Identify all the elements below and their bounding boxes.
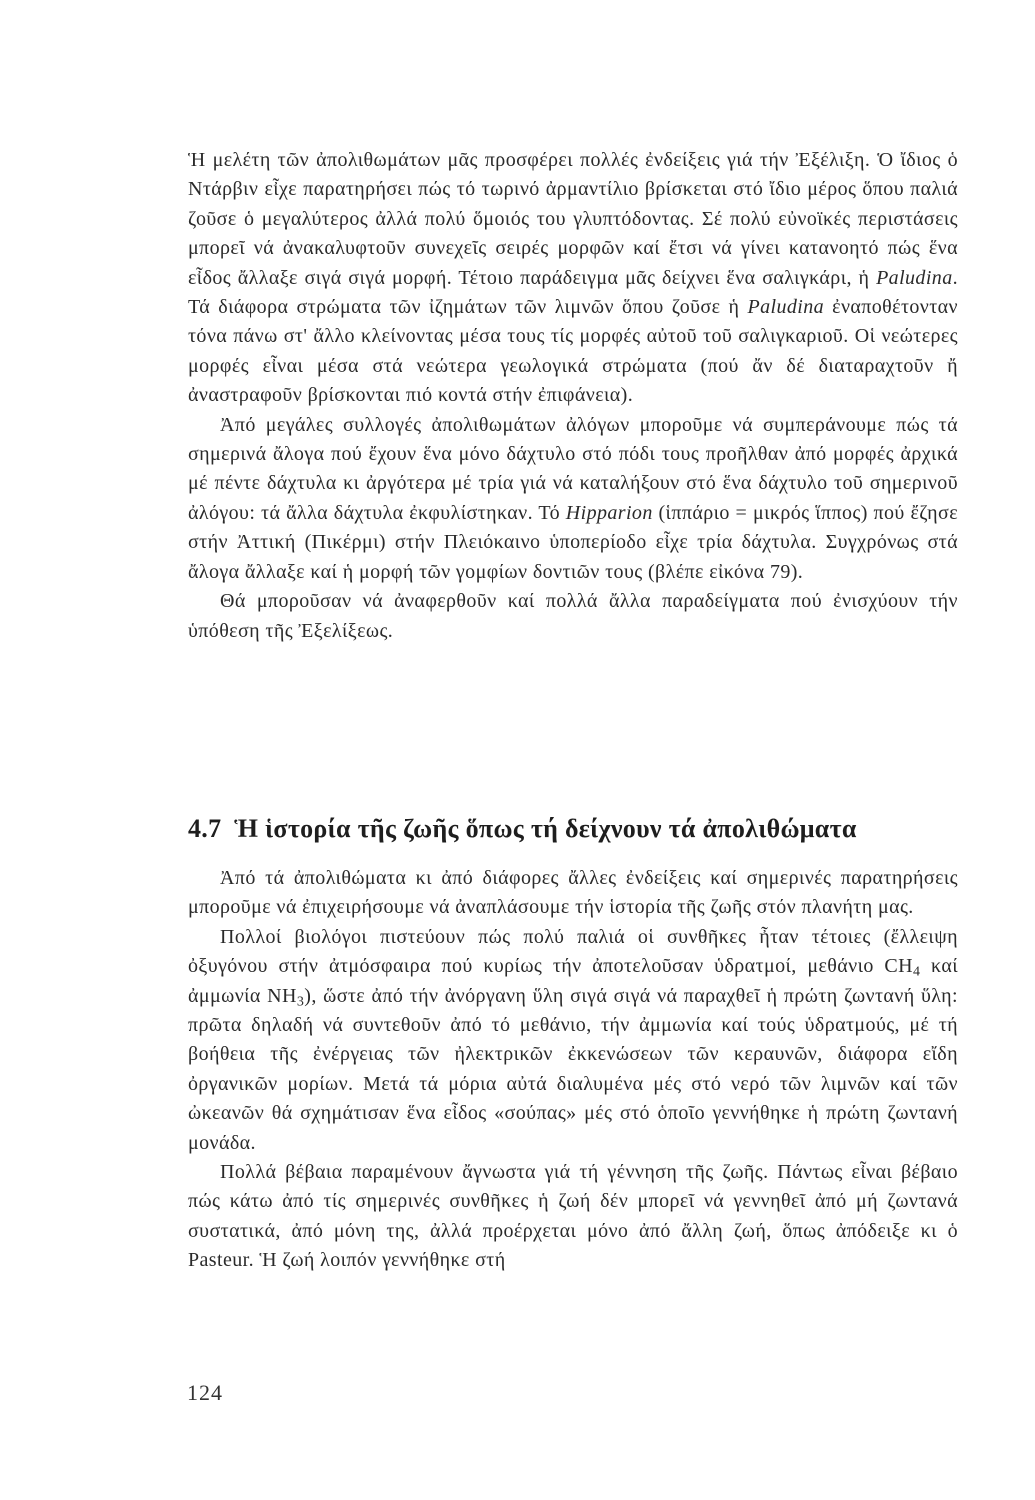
species-name: Paludina <box>747 296 825 319</box>
genus-name: Hipparion <box>565 501 653 524</box>
paragraph-fossil-evidence: Ἡ μελέτη τῶν ἀπολιθωμάτων μᾶς προσφέρει πολλές ἐνδείξεις γιά τήν Ἐξέλιξη. Ὁ ἴδιος ὁ Ντάρβιν εἶχε παρατηρήσει πώς τό τωρινό ἀρμαντίλιο βρίσκεται στό ἴδιο μέρος ὅπου παλιά ζοῦσε ὁ μεγαλύτερος ἀλλά πολύ ὅμοιός του γλυπτόδοντας. Σέ πολύ εὐνοϊκές περιστάσεις μπορεῖ νά ἀνακαλυφτοῦν συνεχεῖς σειρές μορφῶν καί ἔτσι νά γίνει κατανοητό πώς ἕνα εἶδος ἄλλαξε σιγά σιγά μορφή. Τέτοιο παράδειγμα μᾶς δείχνει ἕνα σαλιγκάρι, ἡ Paludina. Τά διάφορα στρώματα τῶν ἰζημάτων τῶν λιμνῶν ὅπου ζοῦσε ἡ Paludina ἐναποθέτονταν τόνα πάνω στ' ἄλλο κλείνοντας μέσα τους τίς μορφές αὐτοῦ τοῦ σαλιγκαριοῦ. Οἱ νεώτερες μορφές εἶναι μέσα στά νεώτερα γεωλογικά στρώματα (πού ἄν δέ διαταραχτοῦν ἤ ἀναστραφοῦν βρίσκονται πιό κοντά στήν ἐπιφάνεια). <box>188 149 958 407</box>
text-block-after-heading <box>188 864 958 1276</box>
text-block-before-heading <box>188 146 958 646</box>
section-heading <box>188 814 968 844</box>
paragraph-horse-evolution: Ἀπό μεγάλες συλλογές ἀπολιθωμάτων ἀλόγων μποροῦμε νά συμπεράνουμε πώς τά σημερινά ἄλογα πού ἔχουν ἕνα μόνο δάχτυλο στό πόδι τους προῆλθαν ἀπό μορφές ἀρχικά μέ πέντε δάχτυλα κι ἀργότερα μέ τρία γιά νά καταλήξουν στό ἕνα δάχτυλο τοῦ σημερινοῦ ἀλόγου: τά ἄλλα δάχτυλα ἐκφυλίστηκαν. Τό Hipparion (ἱππάριο = μικρός ἵππος) πού ἔζησε στήν Ἀττική (Πικέρμι) στήν Πλειόκαινο ὑποπερίοδο εἶχε τρία δάχτυλα. Συγχρόνως στά ἄλογα ἄλλαξε καί ἡ μορφή τῶν γομφίων δοντιῶν τους (βλέπε εἰκόνα 79). <box>188 413 958 583</box>
species-name: Paludina <box>876 266 953 289</box>
section-number: 4.7 <box>188 814 222 843</box>
subscript: 3 <box>296 994 305 1010</box>
paragraph-origin-of-life: Πολλοί βιολόγοι πιστεύουν πώς πολύ παλιά οἱ συνθῆκες ἦταν τέτοιες (ἔλλειψη ὀξυγόνου στήν ἀτμόσφαιρα πού κυρίως τήν ἀποτελοῦσαν ὑδρατμοί, μεθάνιο $CH_4$ καί ἀμμωνία $NH_3$), ὥστε ἀπό τήν ἀνόργανη ὕλη σιγά σιγά νά παραχθεῖ ἡ πρώτη ζωντανή ὕλη: πρῶτα δηλαδή νά συντεθοῦν ἀπό τό μεθάνιο, τήν ἀμμωνία καί τούς ὑδρατμούς, μέ τή βοήθεια τῆς ἐνέργειας τῶν ἠλεκτρικῶν ἐκκενώσεων τῶν κεραυνῶν, διάφορα εἴδη ὀργανικῶν μορίων. Μετά τά μόρια αὐτά διαλυμένα μές στό νερό τῶν λιμνῶν καί τῶν ὠκεανῶν θά σχημάτισαν ἕνα εἶδος «σούπας» μές στό ὁποῖο γεννήθηκε ἡ πρώτη ζωντανή μονάδα. <box>188 925 958 1154</box>
page-number: 124 <box>187 1380 223 1405</box>
paragraph-more-examples: Θά μποροῦσαν νά ἀναφερθοῦν καί πολλά ἄλλα παραδείγματα πού ἐνισχύουν τήν ὑπόθεση τῆς Ἐξελίξεως. <box>188 590 958 642</box>
section-title: Ἡ ἱστορία τῆς ζωῆς ὅπως τή δείχνουν τά ἀπολιθώματα <box>234 814 857 843</box>
paragraph-history-intro: Ἀπό τά ἀπολιθώματα κι ἀπό διάφορες ἄλλες ἐνδείξεις καί σημερινές παρατηρήσεις μποροῦμε νά ἐπιχειρήσουμε νά ἀναπλάσουμε τήν ἱστορία τῆς ζωῆς στόν πλανήτη μας. <box>188 867 958 919</box>
paragraph-unknowns: Πολλά βέβαια παραμένουν ἄγνωστα γιά τή γέννηση τῆς ζωῆς. Πάντως εἶναι βέβαιο πώς κάτω ἀπό τίς σημερινές συνθῆκες ἡ ζωή δέν μπορεῖ νά γεννηθεῖ ἀπό μή ζωντανά συστατικά, ἀπό μόνη της, ἀλλά προέρχεται μόνο ἀπό ἄλλη ζωή, ὅπως ἀπόδειξε κι ὁ Pasteur. Ἡ ζωή λοιπόν γεννήθηκε στή <box>188 1161 958 1272</box>
subscript: 4 <box>912 964 921 980</box>
